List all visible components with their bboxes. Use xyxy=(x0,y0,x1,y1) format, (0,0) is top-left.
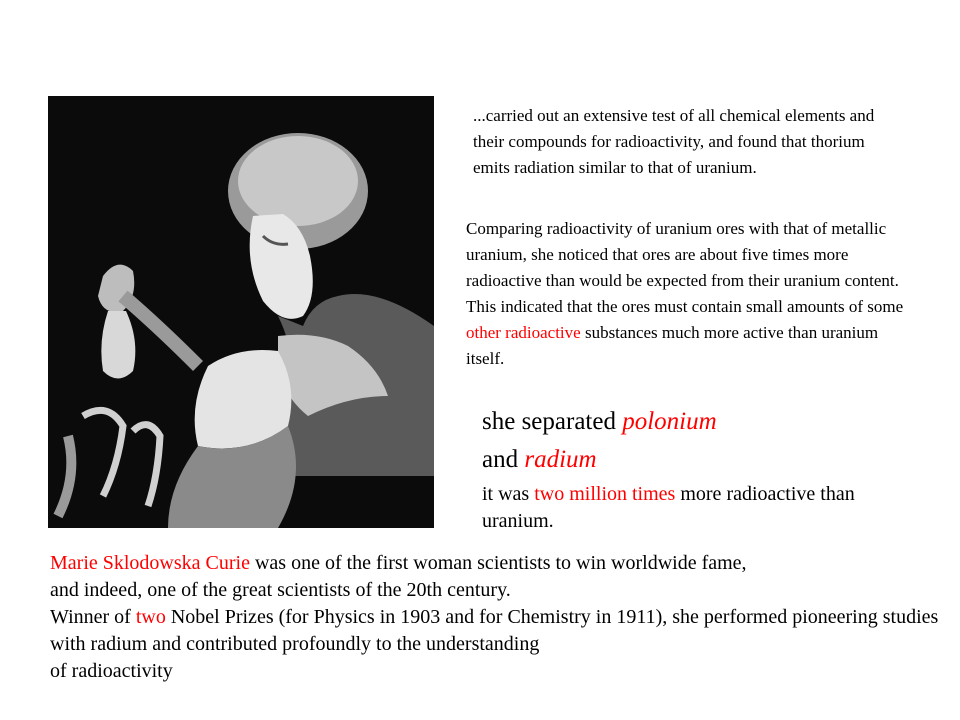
bio-line-1-rest: was one of the first woman scientists to win worldwide fame, xyxy=(249,552,747,574)
bio-line-4: of radioactivity xyxy=(50,660,173,682)
activity-paragraph xyxy=(482,481,922,535)
bio-line-3-rest: Nobel Prizes (for Physics in 1903 and for Chemistry in 1911), she performed pioneering studies with radium and contributed profoundly to the understanding xyxy=(50,606,939,655)
bio-line-3-highlight: two xyxy=(135,606,166,628)
comparison-text-after: substances much more active than uranium itself. xyxy=(466,323,879,368)
comparison-highlight: other radioactive xyxy=(466,323,581,342)
separated-conjunction: and xyxy=(482,446,525,473)
comparison-text-before: Comparing radioactivity of uranium ores with that of metallic uranium, she noticed that ores are about five times more radioactive than would be expected from their uranium content. This indicated that the ores must contain small amounts of some xyxy=(466,219,904,316)
separated-heading xyxy=(482,403,902,479)
bio-line-1 xyxy=(50,550,950,577)
separated-line-1 xyxy=(482,403,902,441)
bio-line-3 xyxy=(50,604,950,658)
bio-name: Marie Sklodowska Curie xyxy=(50,552,250,574)
bio-paragraph xyxy=(50,550,950,685)
activity-prefix: it was xyxy=(482,483,535,505)
intro-paragraph: ...carried out an extensive test of all chemical elements and their compounds for radioactivity, and found that thorium emits radiation similar to that of uranium. xyxy=(473,106,875,177)
activity-suffix: more radioactive than uranium. xyxy=(482,483,855,532)
separated-prefix: she separated xyxy=(482,408,623,435)
activity-highlight: two million times xyxy=(534,483,676,505)
curie-photo xyxy=(48,96,434,528)
comparison-paragraph xyxy=(466,216,906,372)
element-radium: radium xyxy=(524,446,597,473)
element-polonium: polonium xyxy=(622,408,717,435)
portrait-image xyxy=(48,96,434,528)
separated-line-2 xyxy=(482,441,902,479)
bio-line-2: and indeed, one of the great scientists of the 20th century. xyxy=(50,579,511,601)
bio-line-3-prefix: Winner of xyxy=(50,606,136,628)
